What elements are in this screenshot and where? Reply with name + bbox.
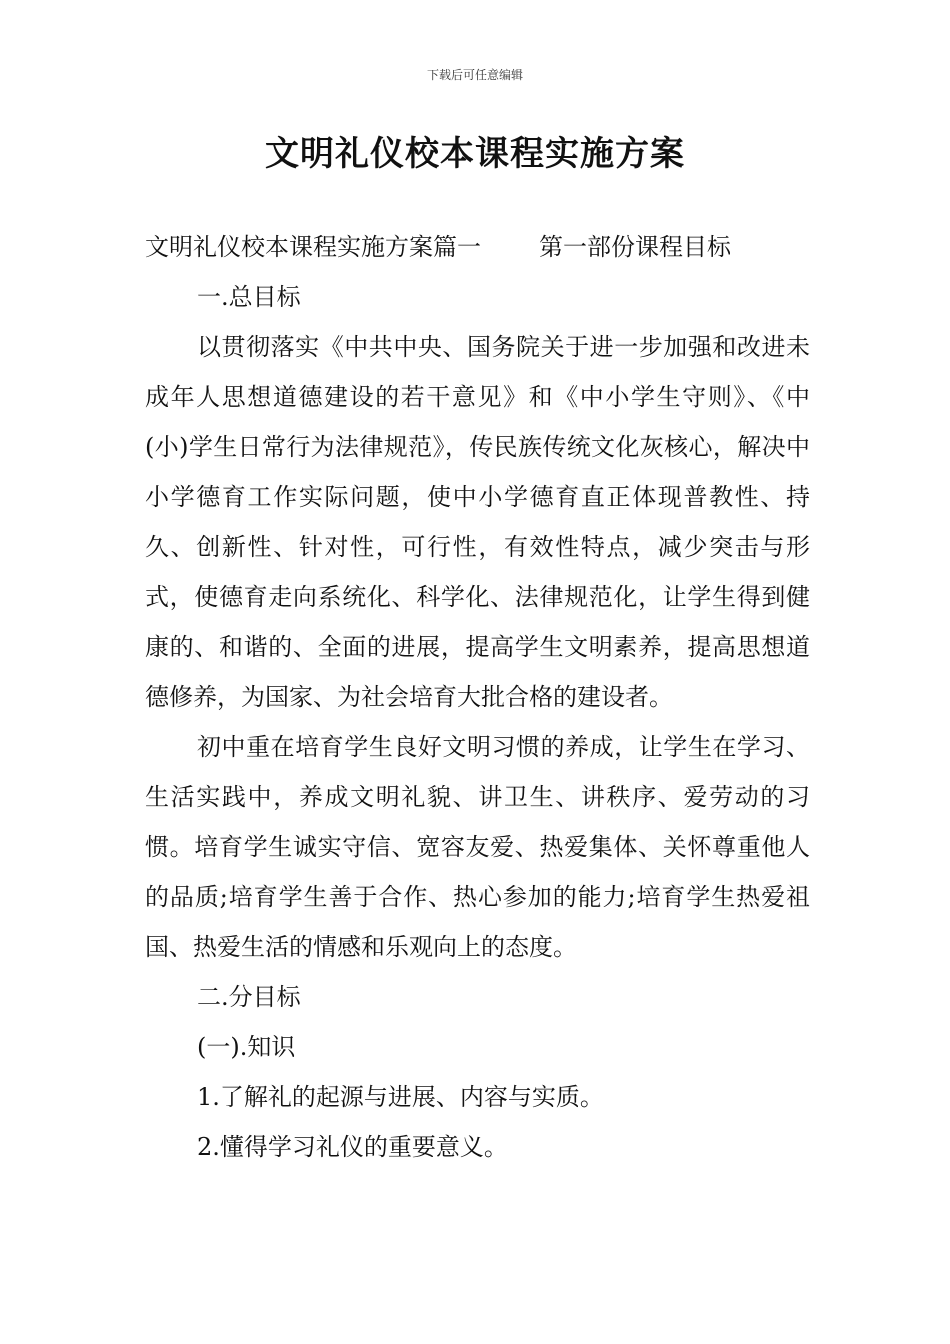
page-header-note: 下载后可任意编辑 (426, 68, 523, 82)
knowledge-subheading: (一).知识 (197, 1033, 296, 1061)
section-1-heading: 一.总目标 (197, 283, 301, 311)
paragraph-2-container (145, 722, 810, 972)
paragraph-1: 以贯彻落实《中共中央、国务院关于进一步加强和改进未成年人思想道德建设的若干意见》和《中小学生守则》、《中(小)学生日常行为法律规范》，传民族传统文化灰核心，解决中小学德育工作实际问题，使中小学德育直正体现普教性、持久、创新性、针对性，可行性，有效性特点，减少突击与形式，使德育走向系统化、科学化、法律规范化，让学生得到健康的、和谐的、全面的进展，提高学生文明素养，提高思想道德修养，为国家、为社会培育大批合格的建设者。 (145, 333, 810, 711)
intro-line (145, 222, 810, 272)
section-2-heading: 二.分目标 (197, 983, 301, 1011)
list-item: 2.懂得学习礼仪的重要意义。 (197, 1133, 508, 1161)
intro-right-text: 第一部份课程目标 (539, 233, 731, 261)
paragraph-2: 初中重在培育学生良好文明习惯的养成，让学生在学习、生活实践中，养成文明礼貌、讲卫生、讲秩序、爱劳动的习惯。培育学生诚实守信、宽容友爱、热爱集体、关怀尊重他人的品质;培育学生善于合作、热心参加的能力;培育学生热爱祖国、热爱生活的情感和乐观向上的态度。 (145, 733, 810, 961)
intro-left-text: 文明礼仪校本课程实施方案篇一 (145, 233, 481, 261)
paragraph-1-container (145, 322, 810, 722)
list-item: 1.了解礼的起源与进展、内容与实质。 (197, 1083, 604, 1111)
document-title: 文明礼仪校本课程实施方案 (265, 134, 685, 174)
document-body (145, 222, 810, 1172)
